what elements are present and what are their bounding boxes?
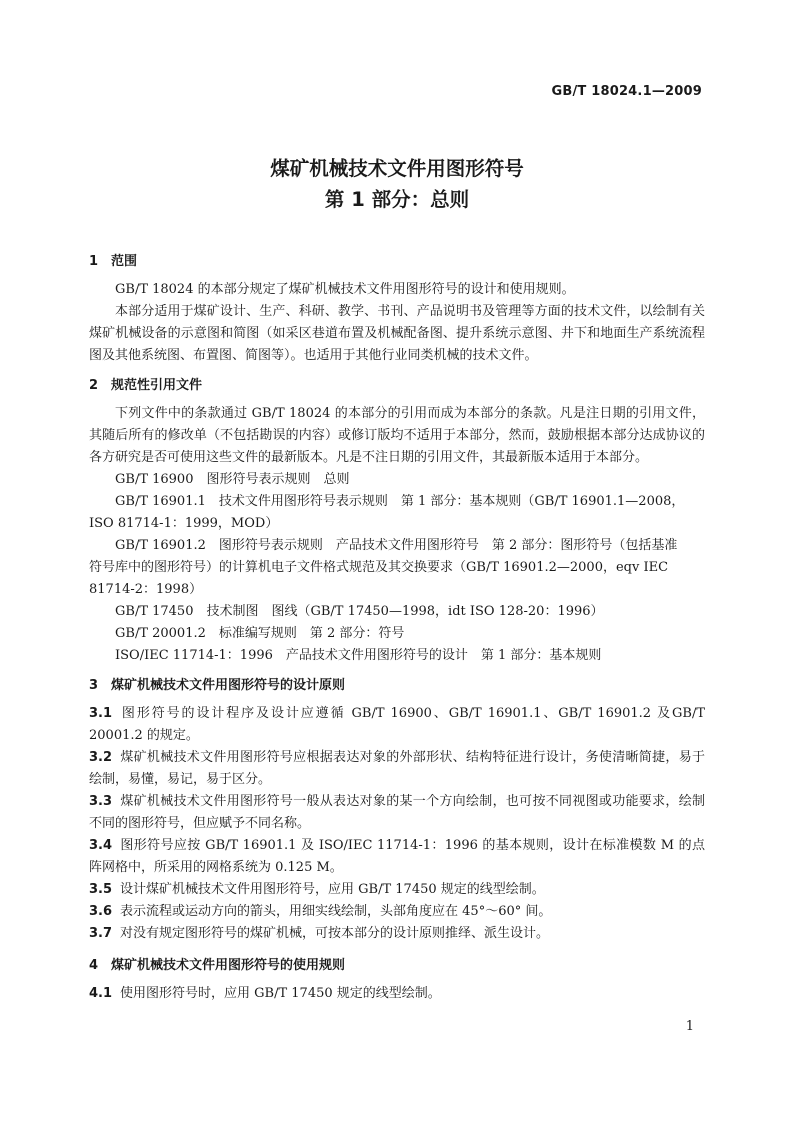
clause-text: 对没有规定图形符号的煤矿机械，可按本部分的设计原则推绎、派生设计。 xyxy=(120,926,550,941)
section-number: 3 xyxy=(89,678,99,693)
clause-text: 表示流程或运动方向的箭头，用细实线绘制，头部角度应在 45°～60° 间。 xyxy=(120,904,552,919)
clause xyxy=(89,747,705,791)
section-heading xyxy=(89,955,705,977)
reference-item-continued: ISO 81714-1：1999，MOD） xyxy=(89,516,279,531)
clause-number: 3.6 xyxy=(89,904,113,919)
reference-item-continued: 符号库中的图形符号）的计算机电子文件格式规范及其交换要求（GB/T 16901.2—2000，eqv IEC 81714-2：1998） xyxy=(89,560,669,597)
clause xyxy=(89,983,705,1005)
reference-item: GB/T 16901.2 图形符号表示规则 产品技术文件用图形符号 第 2 部分：图形符号（包括基准 xyxy=(115,538,678,553)
paragraph: 下列文件中的条款通过 GB/T 18024 的本部分的引用而成为本部分的条款。凡是注日期的引用文件，其随后所有的修改单（不包括勘误的内容）或修订版均不适用于本部分，然而，鼓励根据本部分达成协议的各方研究是否可使用这些文件的最新版本。凡是不注日期的引用文件，其最新版本适用于本部分。 xyxy=(89,406,705,465)
clause-number: 3.4 xyxy=(89,838,113,853)
clause-number: 4.1 xyxy=(89,986,113,1001)
clause-number: 3.1 xyxy=(89,706,113,721)
clause-text: 煤矿机械技术文件用图形符号一般从表达对象的某一个方向绘制，也可按不同视图或功能要求，绘制不同的图形符号，但应赋予不同名称。 xyxy=(89,794,705,831)
section-number: 2 xyxy=(89,378,99,393)
section-title: 范围 xyxy=(111,254,138,269)
clause-number: 3.3 xyxy=(89,794,113,809)
section-title: 煤矿机械技术文件用图形符号的设计原则 xyxy=(111,678,346,693)
section-heading xyxy=(89,251,705,273)
clause-text: 使用图形符号时，应用 GB/T 17450 规定的线型绘制。 xyxy=(120,986,441,1001)
page-number: 1 xyxy=(685,1019,694,1034)
clause-number: 3.5 xyxy=(89,882,113,897)
clause-text: 图形符号应按 GB/T 16901.1 及 ISO/IEC 11714-1：1996 的基本规则，设计在标准模数 M 的点阵网格中，所采用的网格系统为 0.125 M。 xyxy=(89,838,705,875)
clause xyxy=(89,901,705,923)
reference-item: GB/T 17450 技术制图 图线（GB/T 17450—1998，idt ISO 128-20：1996） xyxy=(115,604,604,619)
section-heading xyxy=(89,375,705,397)
clause xyxy=(89,703,705,747)
clause-number: 3.7 xyxy=(89,926,113,941)
reference-item: ISO/IEC 11714-1：1996 产品技术文件用图形符号的设计 第 1 部分：基本规则 xyxy=(115,648,602,663)
standard-number: GB/T 18024.1—2009 xyxy=(551,84,702,99)
document-subtitle: 第 1 部分：总则 xyxy=(324,188,470,211)
clause xyxy=(89,879,705,901)
reference-item: GB/T 16900 图形符号表示规则 总则 xyxy=(115,472,350,487)
section-heading xyxy=(89,675,705,697)
section-title: 规范性引用文件 xyxy=(111,378,203,393)
document-body xyxy=(89,251,705,1005)
section-number: 1 xyxy=(89,254,99,269)
paragraph: GB/T 18024 的本部分规定了煤矿机械技术文件用图形符号的设计和使用规则。 xyxy=(115,282,575,297)
clause xyxy=(89,923,705,945)
clause-text: 设计煤矿机械技术文件用图形符号，应用 GB/T 17450 规定的线型绘制。 xyxy=(120,882,545,897)
clause xyxy=(89,791,705,835)
reference-item: GB/T 16901.1 技术文件用图形符号表示规则 第 1 部分：基本规则（GB/T 16901.1—2008， xyxy=(115,494,685,509)
paragraph: 本部分适用于煤矿设计、生产、科研、教学、书刊、产品说明书及管理等方面的技术文件，以绘制有关煤矿机械设备的示意图和简图（如采区巷道布置及机械配备图、提升系统示意图、井下和地面生产系统流程图及其他系统图、布置图、简图等）。也适用于其他行业同类机械的技术文件。 xyxy=(89,304,705,363)
reference-item: GB/T 20001.2 标准编写规则 第 2 部分：符号 xyxy=(115,626,405,641)
document-title: 煤矿机械技术文件用图形符号 xyxy=(270,157,524,180)
clause xyxy=(89,835,705,879)
clause-number: 3.2 xyxy=(89,750,113,765)
clause-text: 图形符号的设计程序及设计应遵循 GB/T 16900、GB/T 16901.1、GB/T 16901.2 及GB/T 20001.2 的规定。 xyxy=(89,706,705,743)
section-title: 煤矿机械技术文件用图形符号的使用规则 xyxy=(111,958,346,973)
section-number: 4 xyxy=(89,958,99,973)
clause-text: 煤矿机械技术文件用图形符号应根据表达对象的外部形状、结构特征进行设计，务使清晰简捷，易于绘制，易懂，易记，易于区分。 xyxy=(89,750,705,787)
